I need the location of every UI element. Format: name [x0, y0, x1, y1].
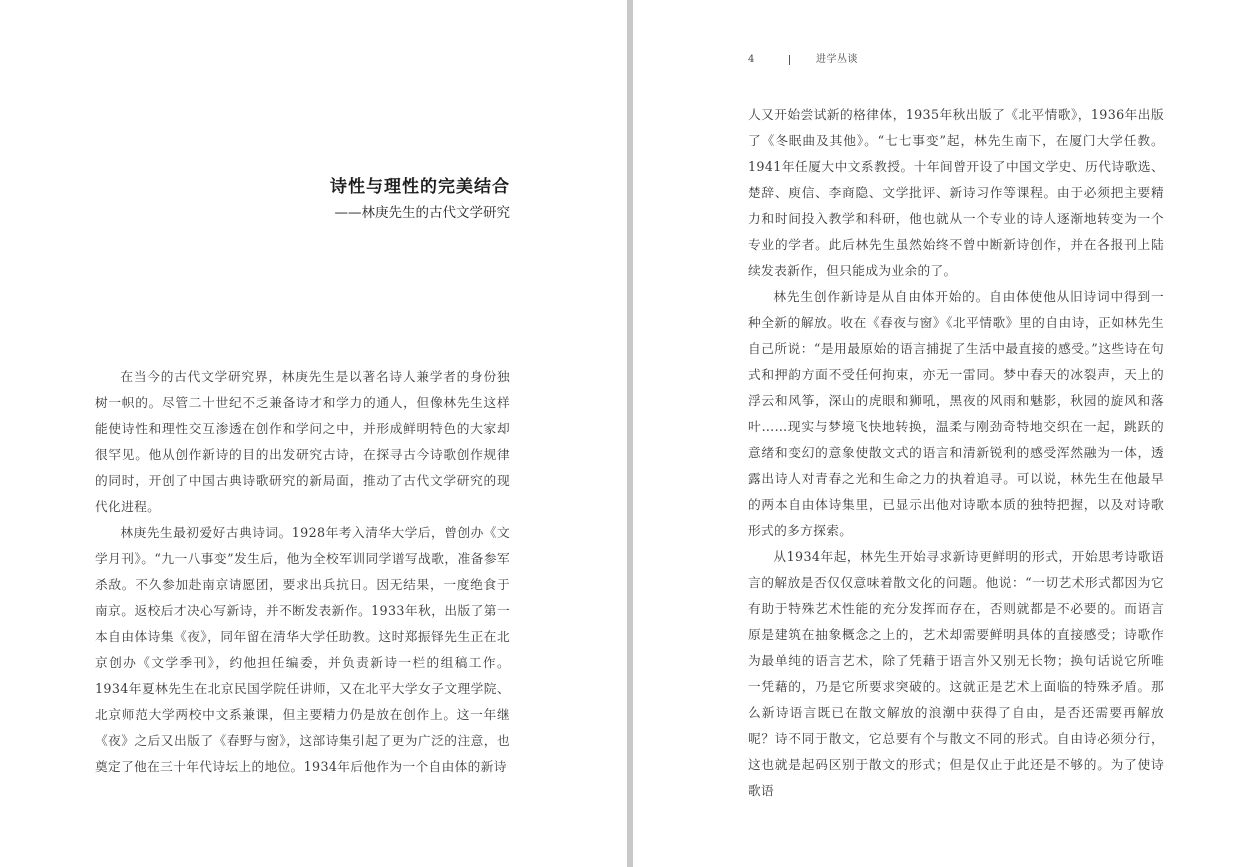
left-body-text — [95, 364, 510, 780]
book-title: 进学丛谈 — [816, 54, 858, 65]
right-page — [633, 0, 1260, 867]
paragraph: 从1934年起，林先生开始寻求新诗更鲜明的形式，开始思考诗歌语言的解放是否仅仅意味着散文化的问题。他说：“一切艺术形式都因为它有助于特殊艺术性能的充分发挥而存在，否则就都是不必要的。而语言原是建筑在抽象概念之上的，艺术却需要鲜明具体的直接感受；诗歌作为最单纯的语言艺术，除了凭藉于语言外又别无长物；换句话说它所唯一凭藉的，乃是它所要求突破的。这就正是艺术上面临的特殊矛盾。那么新诗语言既已在散文解放的浪潮中获得了自由，是否还需要再解放呢？诗不同于散文，它总要有个与散文不同的形式。自由诗必须分行，这也就是起码区别于散文的形式；但是仅止于此还是不够的。为了使诗歌语 — [748, 549, 1164, 798]
right-body-text — [748, 102, 1164, 804]
left-page — [0, 0, 627, 867]
paragraph: 在当今的古代文学研究界，林庚先生是以著名诗人兼学者的身份独树一帜的。尽管二十世纪不乏兼备诗才和学力的通人，但像林先生这样能使诗性和理性交互渗透在创作和学问之中，并形成鲜明特色的大家却很罕见。他从创作新诗的目的出发研究古诗，在探寻古今诗歌创作规律的同时，开创了中国古典诗歌研究的新局面，推动了古代文学研究的现代化进程。 — [95, 369, 510, 514]
paragraph: 林先生创作新诗是从自由体开始的。自由体使他从旧诗词中得到一种全新的解放。收在《春夜与窗》《北平情歌》里的自由诗，正如林先生自己所说：“是用最原始的语言捕捉了生活中最直接的感受。”这些诗在句式和押韵方面不受任何拘束，亦无一雷同。梦中春天的冰裂声，天上的浮云和风筝，深山的虎眼和狮吼，黑夜的风雨和魅影，秋园的旋风和落叶……现实与梦境飞快地转换，温柔与刚劲奇特地交织在一起，跳跃的意绪和变幻的意象使散文式的语言和清新锐利的感受浑然融为一体，透露出诗人对青春之光和生命之力的执着追寻。可以说，林先生在他最早的两本自由体诗集里，已显示出他对诗歌本质的独特把握，以及对诗歌形式的多方探索。 — [748, 289, 1164, 538]
chapter-heading — [95, 174, 510, 226]
page-number: 4 — [748, 54, 755, 65]
header-separator — [789, 55, 790, 65]
chapter-title: 诗性与理性的完美结合 — [330, 177, 510, 197]
paragraph: 林庚先生最初爱好古典诗词。1928年考入清华大学后，曾创办《文学月刊》。“九一八事变”发生后，他为全校军训同学谱写战歌，准备参军杀敌。不久参加赴南京请愿团，要求出兵抗日。因无结果，一度绝食于南京。返校后才决心写新诗，并不断发表新作。1933年秋，出版了第一本自由体诗集《夜》，同年留在清华大学任助教。这时郑振铎先生正在北京创办《文学季刊》，约他担任编委，并负责新诗一栏的组稿工作。1934年夏林先生在北京民国学院任讲师，又在北平大学女子文理学院、北京师范大学两校中文系兼课，但主要精力仍是放在创作上。这一年继《夜》之后又出版了《春野与窗》，这部诗集引起了更为广泛的注意，也奠定了他在三十年代诗坛上的地位。1934年后他作为一个自由体的新诗 — [95, 525, 510, 774]
continued-paragraph: 人又开始尝试新的格律体，1935年秋出版了《北平情歌》，1936年出版了《冬眠曲及其他》。“七七事变”起，林先生南下，在厦门大学任教。1941年任厦大中文系教授。十年间曾开设了中国文学史、历代诗歌选、楚辞、庾信、李商隐、文学批评、新诗习作等课程。由于必须把主要精力和时间投入教学和科研，他也就从一个专业的诗人逐渐地转变为一个专业的学者。此后林先生虽然始终不曾中断新诗创作，并在各报刊上陆续发表新作，但只能成为业余的了。 — [748, 107, 1164, 278]
chapter-subtitle: ——林庚先生的古代文学研究 — [334, 205, 510, 221]
